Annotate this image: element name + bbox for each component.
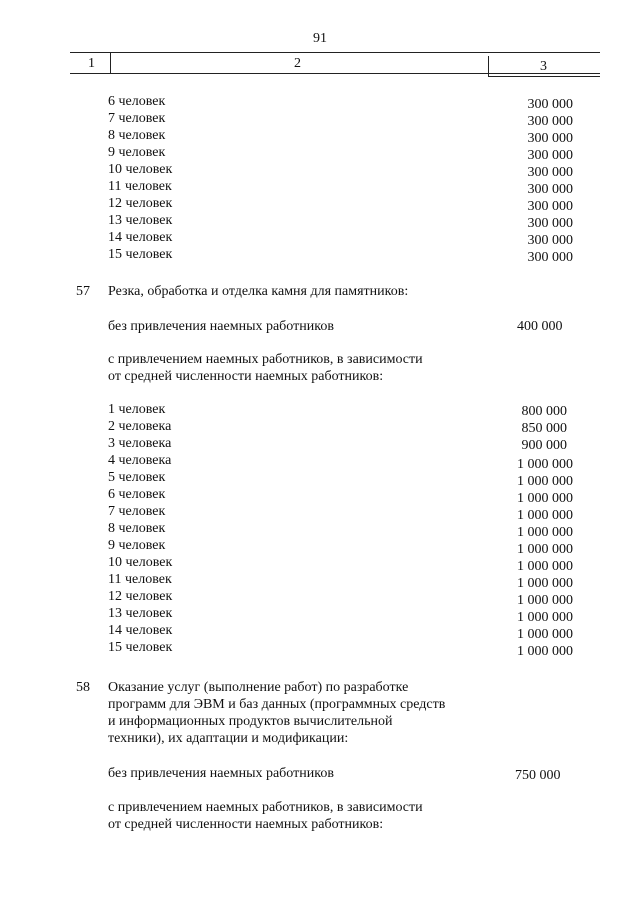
with-workers-line-1: с привлечением наемных работников, в зависимости — [108, 800, 423, 815]
table-row — [108, 571, 573, 591]
row-value: 900 000 — [521, 438, 567, 453]
table-row — [108, 520, 573, 540]
without-workers-label: без привлечения наемных работников — [108, 319, 334, 334]
page-number: 91 — [313, 31, 327, 46]
item-title-line-1: Оказание услуг (выполнение работ) по разработке — [108, 680, 409, 695]
table-row — [108, 212, 573, 229]
row-label: 14 человек — [108, 623, 173, 638]
table-row — [108, 229, 573, 246]
table-row — [108, 554, 573, 574]
table-row — [108, 452, 573, 472]
row-label: 4 человека — [108, 453, 172, 468]
row-value: 1 000 000 — [517, 508, 573, 523]
row-label: 9 человек — [108, 145, 166, 160]
row-value: 1 000 000 — [517, 644, 573, 659]
row-value: 1 000 000 — [517, 576, 573, 591]
header-divider-2 — [488, 56, 489, 76]
table-row — [108, 93, 573, 110]
row-label: 3 человека — [108, 436, 172, 451]
table-row — [108, 588, 573, 608]
row-label: 7 человек — [108, 504, 166, 519]
table-row — [108, 418, 573, 435]
header-col3-underline — [488, 76, 600, 77]
header-bottom-rule — [70, 73, 600, 74]
item-title-line-4: техники), их адаптации и модификации: — [108, 731, 349, 746]
item-title-line-2: программ для ЭВМ и баз данных (программных средств — [108, 697, 446, 712]
table-row — [108, 537, 573, 557]
row-value: 300 000 — [527, 182, 573, 197]
row-label: 10 человек — [108, 162, 173, 177]
table-row — [108, 486, 573, 506]
table-row — [108, 127, 573, 144]
row-label: 11 человек — [108, 179, 172, 194]
row-value: 300 000 — [527, 148, 573, 163]
row-value: 1 000 000 — [517, 627, 573, 642]
table-row — [108, 622, 573, 642]
row-label: 6 человек — [108, 487, 166, 502]
row-label: 2 человека — [108, 419, 172, 434]
row-value: 1 000 000 — [517, 491, 573, 506]
table-row — [108, 605, 573, 625]
row-value: 300 000 — [527, 233, 573, 248]
row-value: 300 000 — [527, 165, 573, 180]
row-value: 800 000 — [521, 404, 567, 419]
table-row — [108, 144, 573, 161]
row-label: 15 человек — [108, 247, 173, 262]
row-value: 300 000 — [527, 250, 573, 265]
table-row — [108, 246, 573, 263]
row-label: 13 человек — [108, 213, 173, 228]
row-value: 300 000 — [527, 97, 573, 112]
item-number: 58 — [76, 680, 90, 695]
row-value: 1 000 000 — [517, 457, 573, 472]
row-label: 8 человек — [108, 521, 166, 536]
row-label: 12 человек — [108, 196, 173, 211]
header-col-1: 1 — [88, 56, 95, 71]
row-value: 1 000 000 — [517, 610, 573, 625]
header-top-rule — [70, 52, 600, 53]
table-row — [108, 503, 573, 523]
row-label: 7 человек — [108, 111, 166, 126]
table-row — [108, 401, 573, 418]
row-label: 6 человек — [108, 94, 166, 109]
without-workers-label: без привлечения наемных работников — [108, 766, 334, 781]
table-row — [108, 435, 573, 452]
row-label: 14 человек — [108, 230, 173, 245]
table-row — [108, 639, 573, 659]
row-value: 1 000 000 — [517, 525, 573, 540]
row-value: 1 000 000 — [517, 542, 573, 557]
row-label: 15 человек — [108, 640, 173, 655]
row-value: 300 000 — [527, 199, 573, 214]
row-label: 11 человек — [108, 572, 172, 587]
row-label: 9 человек — [108, 538, 166, 553]
table-row — [108, 110, 573, 127]
table-row — [108, 161, 573, 178]
row-value: 850 000 — [521, 421, 567, 436]
header-col-2: 2 — [294, 56, 301, 71]
row-value: 1 000 000 — [517, 559, 573, 574]
row-label: 1 человек — [108, 402, 166, 417]
table-row — [108, 469, 573, 489]
row-value: 1 000 000 — [517, 474, 573, 489]
row-label: 5 человек — [108, 470, 166, 485]
header-divider-1 — [110, 52, 111, 74]
row-label: 13 человек — [108, 606, 173, 621]
with-workers-line-2: от средней численности наемных работников: — [108, 369, 384, 384]
without-workers-value: 400 000 — [517, 319, 563, 334]
item-title: Резка, обработка и отделка камня для памятников: — [108, 284, 409, 299]
header-col-3: 3 — [540, 59, 547, 74]
table-row — [108, 195, 573, 212]
item-number: 57 — [76, 284, 90, 299]
row-label: 12 человек — [108, 589, 173, 604]
row-label: 10 человек — [108, 555, 173, 570]
table-row — [108, 178, 573, 195]
row-value: 300 000 — [527, 131, 573, 146]
row-value: 1 000 000 — [517, 593, 573, 608]
with-workers-line-1: с привлечением наемных работников, в зависимости — [108, 352, 423, 367]
row-value: 300 000 — [527, 216, 573, 231]
item-title-line-3: и информационных продуктов вычислительной — [108, 714, 393, 729]
row-label: 8 человек — [108, 128, 166, 143]
with-workers-line-2: от средней численности наемных работников: — [108, 817, 384, 832]
row-value: 300 000 — [527, 114, 573, 129]
without-workers-value: 750 000 — [515, 768, 561, 783]
